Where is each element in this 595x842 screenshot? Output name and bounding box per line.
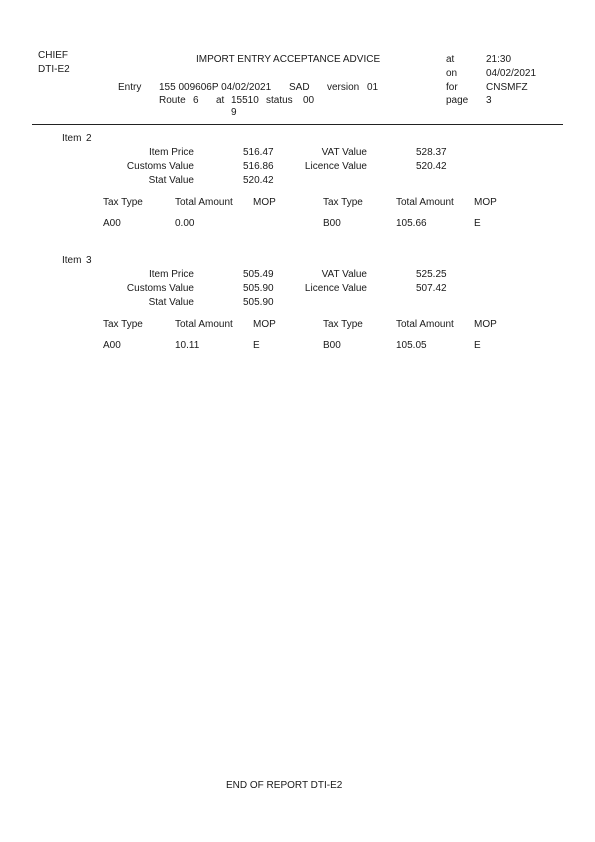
item-price-label: Item Price	[148, 269, 194, 280]
tax-type-cell: A00	[103, 218, 121, 229]
customs-value-value: 505.90	[243, 283, 274, 294]
page-value: 3	[486, 95, 492, 106]
mop-header: MOP	[253, 319, 276, 330]
licence-value-label: Licence Value	[304, 161, 367, 172]
item-number: 2	[86, 133, 92, 144]
vat-value-label: VAT Value	[321, 147, 367, 158]
tax-type-header: Tax Type	[323, 197, 363, 208]
header-divider	[32, 124, 563, 125]
tax-type-cell: B00	[323, 218, 341, 229]
item-number: 3	[86, 255, 92, 266]
licence-value-value: 507.42	[416, 283, 447, 294]
item-label: Item	[62, 133, 82, 144]
item-price-value: 516.47	[243, 147, 274, 158]
system-code-2: DTI-E2	[38, 64, 70, 75]
item-price-label: Item Price	[148, 147, 194, 158]
entry-label: Entry	[118, 82, 142, 93]
at-value: 21:30	[486, 54, 512, 65]
customs-value-value: 516.86	[243, 161, 274, 172]
tax-type-header: Tax Type	[103, 197, 143, 208]
page-label: page	[446, 95, 469, 106]
customs-value-label: Customs Value	[126, 161, 194, 172]
mop-header: MOP	[474, 197, 497, 208]
stat-value-label: Stat Value	[148, 297, 194, 308]
licence-value-label: Licence Value	[304, 283, 367, 294]
vat-value-value: 528.37	[416, 147, 447, 158]
on-label: on	[446, 68, 458, 79]
stat-value-value: 505.90	[243, 297, 274, 308]
status-value: 00	[303, 95, 315, 106]
total-amount-header: Total Amount	[396, 197, 454, 208]
tax-type-cell: B00	[323, 340, 341, 351]
route-at-label: at	[216, 95, 225, 106]
vat-value-label: VAT Value	[321, 269, 367, 280]
vat-value-value: 525.25	[416, 269, 447, 280]
sad-label: SAD	[289, 82, 310, 93]
route-value: 6	[193, 95, 199, 106]
for-label: for	[446, 82, 458, 93]
total-amount-cell: 105.66	[396, 218, 427, 229]
at-label: at	[446, 54, 455, 65]
item-price-value: 505.49	[243, 269, 274, 280]
report-title: IMPORT ENTRY ACCEPTANCE ADVICE	[196, 54, 381, 65]
stat-value-label: Stat Value	[148, 175, 194, 186]
total-amount-cell: 10.11	[175, 340, 200, 351]
total-amount-header: Total Amount	[396, 319, 454, 330]
system-code-1: CHIEF	[38, 50, 68, 61]
total-amount-header: Total Amount	[175, 319, 233, 330]
version-label: version	[327, 82, 360, 93]
for-value: CNSMFZ	[486, 82, 528, 93]
route-time: 15510	[231, 95, 259, 106]
customs-value-label: Customs Value	[126, 283, 194, 294]
entry-number: 155 009606P 04/02/2021	[159, 82, 272, 93]
on-value: 04/02/2021	[486, 68, 537, 79]
tax-type-cell: A00	[103, 340, 121, 351]
mop-cell: E	[253, 340, 260, 351]
status-label: status	[266, 95, 293, 106]
end-of-report: END OF REPORT DTI-E2	[226, 780, 343, 791]
status-value-2: 9	[231, 107, 237, 118]
total-amount-header: Total Amount	[175, 197, 233, 208]
stat-value-value: 520.42	[243, 175, 274, 186]
tax-type-header: Tax Type	[103, 319, 143, 330]
total-amount-cell: 105.05	[396, 340, 427, 351]
item-label: Item	[62, 255, 82, 266]
mop-cell: E	[474, 340, 481, 351]
mop-cell: E	[474, 218, 481, 229]
total-amount-cell: 0.00	[175, 218, 195, 229]
mop-header: MOP	[474, 319, 497, 330]
tax-type-header: Tax Type	[323, 319, 363, 330]
mop-header: MOP	[253, 197, 276, 208]
version-value: 01	[367, 82, 379, 93]
route-label: Route	[159, 95, 186, 106]
licence-value-value: 520.42	[416, 161, 447, 172]
